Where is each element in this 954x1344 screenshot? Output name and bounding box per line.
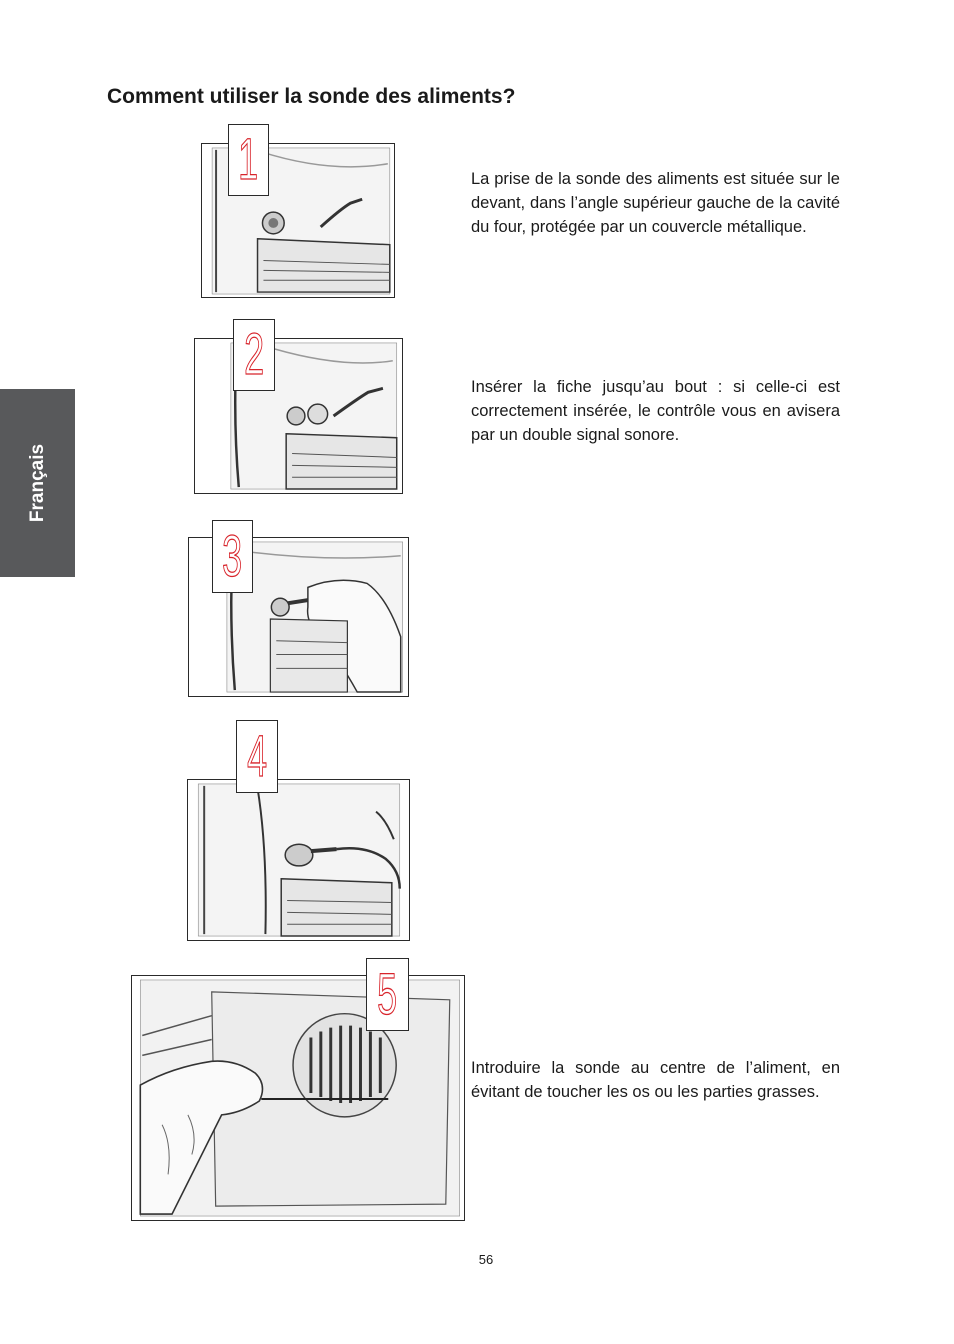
step-2-number-box	[233, 319, 275, 391]
step-4-number: 4	[246, 723, 267, 789]
plug-connected-illustration	[188, 780, 409, 940]
step-1-number: 1	[238, 127, 259, 192]
step-4-photo	[187, 779, 410, 941]
probe-into-food-illustration	[132, 976, 464, 1220]
step-3-number-box	[212, 520, 253, 593]
step-2-text: Insérer la fiche jusqu’au bout : si celle-ci est correctement insérée, le contrôle vous en avisera par un double signal sonore.	[471, 378, 840, 444]
step-5-text: Introduire la sonde au centre de l’aliment, en évitant de toucher les os ou les parties grasses.	[471, 1059, 840, 1101]
step-5-photo	[131, 975, 465, 1221]
step-4-number-box	[236, 720, 278, 793]
step-2-photo	[194, 338, 403, 494]
step-1-number-box	[228, 124, 269, 196]
page-number: 56	[478, 1252, 494, 1267]
step-1-text: La prise de la sonde des aliments est située sur le devant, dans l’angle supérieur gauche de la cavité du four, protégée par un couvercle métallique.	[471, 170, 840, 236]
step-3-number: 3	[222, 523, 243, 589]
step-5-number: 5	[377, 961, 398, 1027]
page-title: Comment utiliser la sonde des aliments?	[107, 85, 516, 108]
language-tab-label: Français	[26, 443, 48, 523]
oven-plug-insertion-illustration	[195, 339, 402, 493]
step-2-number: 2	[243, 322, 264, 387]
step-5-number-box	[366, 958, 409, 1031]
language-tab	[0, 389, 75, 577]
